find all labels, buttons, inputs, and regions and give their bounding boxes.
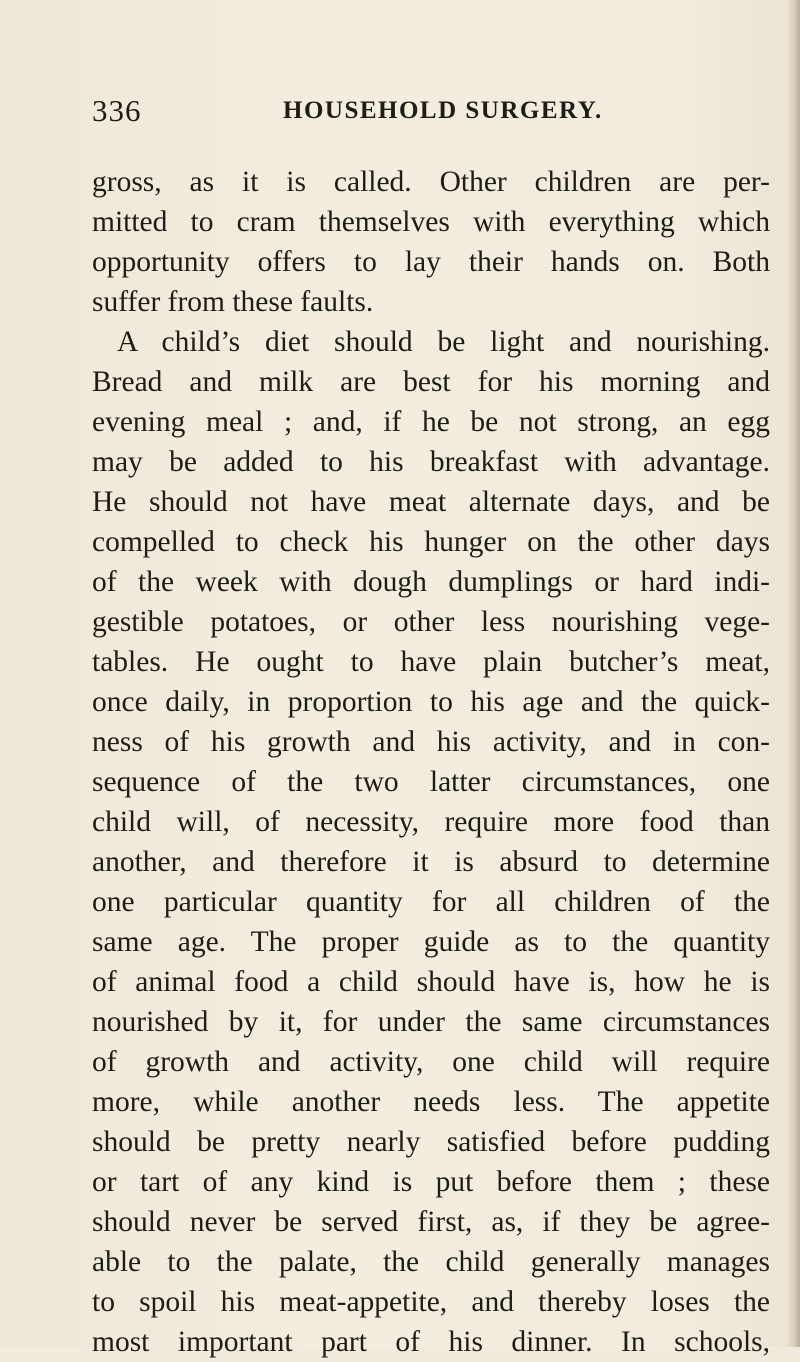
text-line: compelled to check his hunger on the other days <box>92 526 770 558</box>
text-line: tables. He ought to have plain butcher’s meat, <box>92 646 770 678</box>
text-line: one particular quantity for all children of the <box>92 886 770 918</box>
text-line: gestible potatoes, or other less nourishing vege- <box>92 606 770 638</box>
text-line: ness of his growth and his activity, and in con- <box>92 726 770 758</box>
text-line: able to the palate, the child generally manages <box>92 1246 770 1278</box>
text-line: suffer from these faults. <box>92 286 374 318</box>
running-head <box>0 93 800 133</box>
running-title: HOUSEHOLD SURGERY. <box>283 97 603 124</box>
text-line: to spoil his meat-appetite, and thereby loses the <box>92 1286 770 1318</box>
text-line: A child’s diet should be light and nourishing. <box>117 326 770 358</box>
text-line: sequence of the two latter circumstances, one <box>92 766 770 798</box>
text-line: Bread and milk are best for his morning and <box>92 366 770 398</box>
text-line: mitted to cram themselves with everything which <box>92 206 770 238</box>
text-line: once daily, in proportion to his age and the quick- <box>92 686 770 718</box>
text-line: should be pretty nearly satisfied before pudding <box>92 1126 770 1158</box>
text-line: evening meal ; and, if he be not strong, an egg <box>92 406 770 438</box>
text-line: gross, as it is called. Other children are per- <box>92 166 770 198</box>
text-line: of animal food a child should have is, how he is <box>92 966 770 998</box>
text-line: of growth and activity, one child will require <box>92 1046 770 1078</box>
text-line: He should not have meat alternate days, and be <box>92 486 770 518</box>
text-line: most important part of his dinner. In schools, <box>92 1326 770 1358</box>
text-line: more, while another needs less. The appetite <box>92 1086 770 1118</box>
page-number: 336 <box>92 93 142 128</box>
page-edge-shadow <box>786 0 800 1347</box>
text-line: child will, of necessity, require more food than <box>92 806 770 838</box>
text-line: may be added to his breakfast with advantage. <box>92 446 770 478</box>
text-line: should never be served first, as, if they be agree- <box>92 1206 770 1238</box>
text-line: same age. The proper guide as to the quantity <box>92 926 770 958</box>
text-line: of the week with dough dumplings or hard indi- <box>92 566 770 598</box>
text-line: or tart of any kind is put before them ; these <box>92 1166 770 1198</box>
text-line: opportunity offers to lay their hands on. Both <box>92 246 770 278</box>
text-line: another, and therefore it is absurd to determine <box>92 846 770 878</box>
text-line: nourished by it, for under the same circumstances <box>92 1006 770 1038</box>
